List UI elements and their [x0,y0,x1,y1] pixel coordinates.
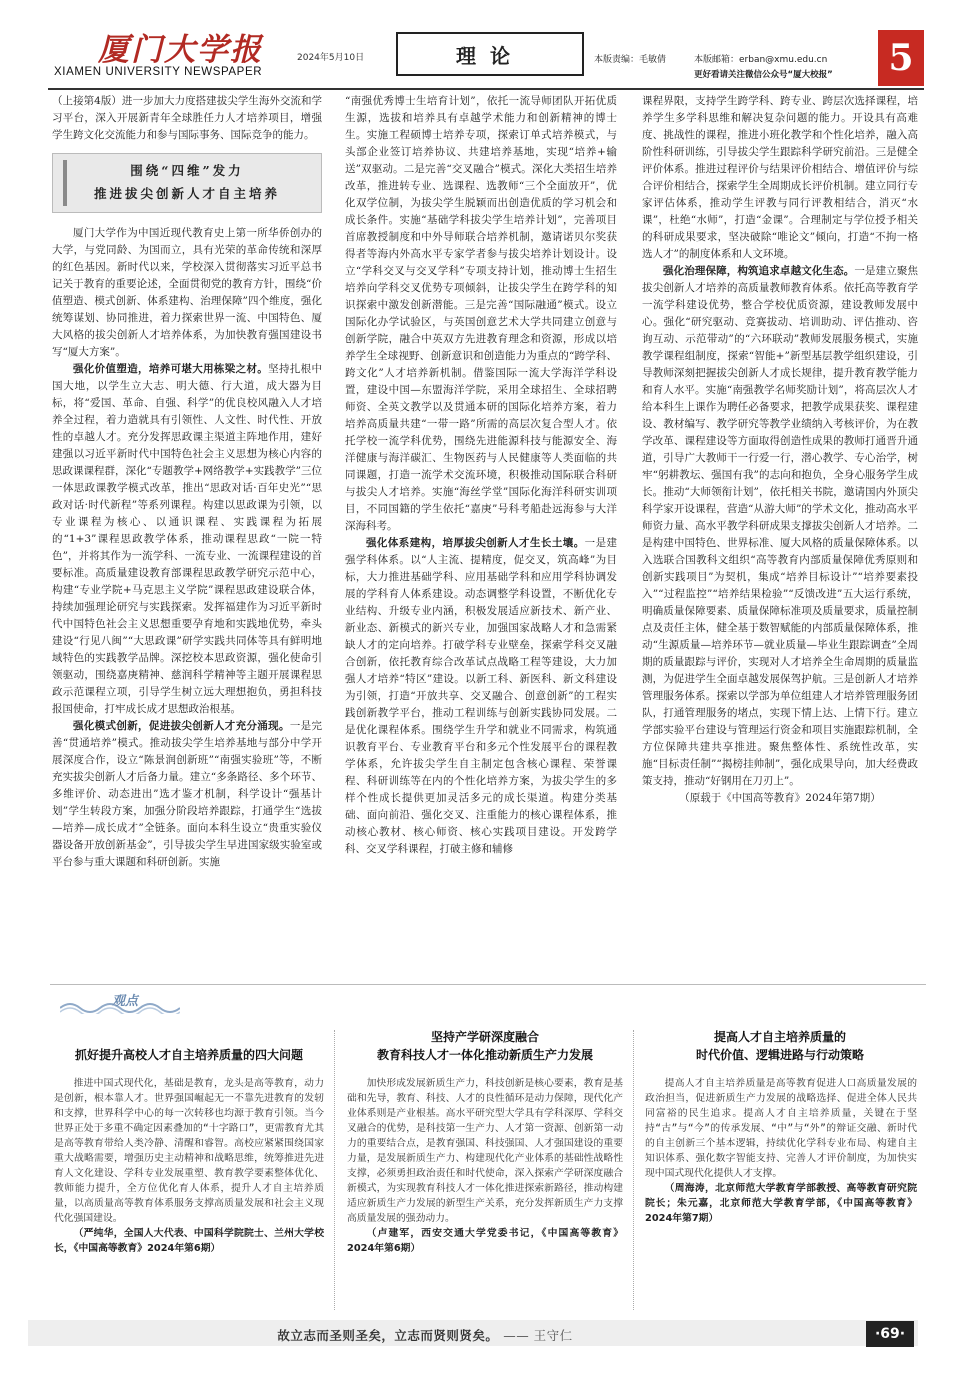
article-paragraph: 厦门大学作为中国近现代教育史上第一所华侨创办的大学，与党同龄、为国而立，具有光荣的革命传统和深厚的红色基因。新时代以来，学校深入贯彻落实习近平总书记关于教育的重要论述，全面贯彻党的教育方针，围绕“价值塑造、模式创新、体系建构、治理保障”四个维度，强化统筹谋划、协同推进，着力探索世界一流、中国特色、厦大风格的拔尖创新人才培养体系，为加快教育强国建设书写“厦大方案”。 [52,227,322,358]
quote-author: —— 王守仁 [503,1328,573,1343]
page-number: ·69· [866,1321,914,1347]
article-paragraph [345,535,617,858]
viewpoint-body: 加快形成发展新质生产力，科技创新是核心要素，教育是基础和先导，教育、科技、人才的良性循环是动力保障，现代化产业体系则是产业根基。高水平研究型大学具有学科深厚、学科交叉融合的优势，是科技第一生产力、人才第一资源、创新第一动力的重要结合点，是教育强国、科技强国、人才强国建设的重要力量，是发展新质生产力、构建现代化产业体系的基础性战略性支撑，必须勇担政治责任和时代使命，深入探索产学研深度融合新模式，为实现教育科技人才一体化推进探索新路径，推动构建适应新质生产力发展的新型生产关系，充分发挥新质生产力支撑高质量发展的强劲动力。 [347,1078,623,1224]
paragraph-lead: 强化价值塑造，培养可堪大用栋梁之材。 [73,363,269,375]
viewpoint-body: 推进中国式现代化，基础是教育，龙头是高等教育，动力是创新，根本靠人才。世界强国崛起无一不靠先进教育的发轫和支撑，世界科学中心的每一次转移也均源于教育引领。当今世界正处于多重不确定因素叠加的“十字路口”，更需教育尤其是高等教育带给人类冷静、清醒和睿智。高校应紧紧围绕国家重大战略需要，增强历史主动精神和战略思维，统筹推进先进育人文化建设、学科专业发展重塑、教育教学要素整体优化、教师能力提升，全方位优化育人体系，提升人才自主培养质量，以高质量高等教育体系服务支撑高质量发展和社会主义现代化强国建设。 [54,1078,324,1224]
footer-quote [160,1326,690,1344]
column-separator [633,1030,634,1310]
article-paragraph [642,263,918,790]
viewpoint-citation: （严纯华，全国人大代表、中国科学院院士、兰州大学校长，《中国高等教育》2024年第6期） [54,1228,324,1254]
page-email: 本版邮箱：erban@xmu.edu.cn [694,55,828,65]
title-line: 坚持产学研深度融合 [430,1030,539,1044]
paragraph-body: 坚持扎根中国大地，以学生立大志、明大德、行大道，成大器为目标，将“爱国、革命、自强、科学”的优良校风融入人才培养全过程，着力造就具有引领性、人文性、时代性、开放性的卓越人才。充分发挥思政课主渠道主阵地作用，建好建强以习近平新时代中国特色社会主义思想为核心内容的思政课课程群，深化“专题教学+网络教学+实践教学”三位一体思政课教学模式改革，推出“思政对话·百年史光”“思政对话·时代新程”等系列课程。构建以思政课为引领，以专业课程为核心、以通识课程、实践课程为拓展的“1+3”课程思政教学体系，推动课程思政“一院一特色”，并将其作为一流学科、一流专业、一流课程建设的首要标准。高质量建设教育部课程思政教学研究示范中心，构建“专业学院+马克思主义学院”课程思政建设联合体，持续加强理论研究与实践探索。发挥福建作为习近平新时代中国特色社会主义思想重要孕育地和实践地优势，牵头建设“行见八闽”“大思政课”研学实践共同体等具有鲜明地域特色的实践教学品牌。深挖校本思政资源，强化使命引领驱动，围绕嘉庚精神、慈润科学精神等主题开展课程思政示范课程立项，引导学生树立远大理想抱负，勇担科技报国使命，打牢成长成才思想政治根基。 [52,363,323,715]
paragraph-lead: 强化治理保障，构筑追求卓越文化生态。 [663,265,855,277]
viewpoint-label: 观点 [112,994,139,1009]
viewpoint-citation: （卢建军，西安交通大学党委书记，《中国高等教育》2024年第6期） [347,1228,623,1254]
viewpoint-body: 提高人才自主培养质量是高等教育促进人口高质量发展的政治担当，促进新质生产力发展的战略选择、促进全体人民共同富裕的民生追求。提高人才自主培养质量，关键在于坚持“古”与“今”的传承发展、“中”与“外”的辩证交融、新时代的自主创新三个基本逻辑，持续优化学科专业布局、构建自主知识体系、强化数字智能支持、完善人才评价制度，为加快实现中国式现代化提供人才支撑。 [645,1078,917,1179]
quote-text: 故立志而圣则圣矣，立志而贤则贤矣。 [277,1328,499,1343]
title-line: 教育科技人才一体化推动新质生产力发展 [376,1048,593,1062]
column-separator [334,1030,335,1310]
paragraph-lead: 强化体系建构，培厚拔尖创新人才生长土壤。 [366,537,585,549]
viewpoint-logo [60,990,180,1018]
wechat-promo: 更好看请关注微信公众号“厦大校报” [694,70,833,80]
viewpoint-column-2 [347,1076,623,1256]
title-line: 抓好提升高校人才自主培养质量的四大问题 [74,1048,303,1062]
viewpoint-title-2 [342,1028,628,1064]
paragraph-body: 一是完善“贯通培养”模式。推动拔尖学生培养基地与部分中学开展深度合作，设立“陈景润创新班”“南强实验班”等，不断充实拔尖创新人才后备力量。建立“多条路径、多个环节、多维评价、动态进出”选才鉴才机制，科学设计“强基计划”学生转段方案，加强分阶段培养跟踪，打通学生“选拔—培养—成长成才”全链条。面向本科生设立“贵重实验仪器设备开放创新基金”，引导拔尖学生早进国家级实验室或平台参与重大课题和科研创新。实施 [52,720,323,868]
continued-paragraph: （上接第4版）进一步加大力度搭建拔尖学生海外交流和学习平台，深入开展新青年全球胜任力人才培养项目，增强学生跨文化交流能力和参与国际事务、国际竞争的能力。 [52,95,322,141]
article-paragraph [52,361,322,718]
title-line: 时代价值、逻辑进路与行动策略 [695,1048,864,1062]
article-column-1 [52,93,322,871]
paragraph-lead: 强化模式创新，促进拔尖创新人才充分涌现。 [73,720,290,732]
newspaper-name-english: XIAMEN UNIVERSITY NEWSPAPER [54,66,263,78]
section-label-box [396,32,584,76]
masthead [48,22,924,86]
page-editor: 本版责编：毛敏倩 [594,55,667,65]
section-divider [50,984,926,985]
viewpoint-citation: （周海涛，北京师范大学教育学部教授、高等教育研究院院长；朱元嘉，北京师范大学教育学部，《中国高等教育》2024年第7期） [645,1183,917,1224]
article-paragraph [52,718,322,871]
article-column-3 [642,93,918,807]
section-title: 理论 [456,44,524,68]
article-column-2 [345,93,617,858]
paragraph-body: 一是建强学科体系。以“人主流、提精度，促交叉，筑高峰”为目标，大力推进基础学科、应用基础学科和应用学科协调发展的学科育人体系建设。动态调整学科设置，不断优化专业结构、升级专业内涵，积极发展适应新技术、新产业、新业态、新模式的新兴专业，加强国家战略人才和急需紧缺人才的定向培养。打破学科专业壁垒，探索学科交叉融合创新，依托教育综合改革试点战略工程等建设，大力加强人才培养“特区”建设。以新工科、新医科、新文科建设为引领，打造“开放共享、交叉融合、创意创新”的工程实践创新教学平台，推动工程训练与创新实践协同发展。二是优化课程体系。围绕学生升学和就业不同需求，构筑通识教育平台、专业教育平台和多元个性发展平台的课程教学体系，允许拔尖学生自主制定包含核心课程、荣誉课程、科研训练等在内的个性化培养方案，为拔尖学生的多样个性成长提供更加灵活多元的成长渠道。构建分类基础、面向前沿、强化交叉、注重能力的核心课程体系，推动核心教材、核心师资、核心实践项目建设。开发跨学科、交叉学科课程，打破主修和辅修 [345,537,618,855]
headline-line-2: 推进拔尖创新人才自主培养 [93,186,280,201]
article-source: （原载于《中国高等教育》2024年第7期） [679,792,881,804]
viewpoint-column-1 [54,1076,324,1256]
viewpoint-title-3 [640,1028,920,1064]
viewpoint-title-1 [48,1046,330,1064]
article-paragraph: 课程界限，支持学生跨学科、跨专业、跨层次选择课程，培养学生多学科思维和解决复杂问题的能力。开设具有高难度、挑战性的课程，推进小班化教学和个性化培养，融入高阶性科研训练，引导拔尖学生跟踪科学研究前沿。三是健全评价体系。推进过程评价与结果评价相结合、增值评价与综合评价相结合，探索学生全周期成长评价机制。建立同行专家评估体系，推动学生评教与同行评教相结合，消灭“水课”，杜绝“水师”，打造“金课”。合理制定与学位授予相关的科研成果要求，坚决破除“唯论文”倾向，打造“不拘一格选人才”的制度体系和人文环境。 [642,95,918,260]
article-headline [52,153,322,213]
title-line: 提高人才自主培养质量的 [713,1030,846,1044]
headline-line-1: 围绕“四维”发力 [130,163,244,178]
masthead-rule [48,88,924,90]
paragraph-body: 一是建立聚焦拔尖创新人才培养的高质量教师教育体系。依托高等教育学一流学科建设优势，整合学校优质资源，建设教师发展中心。强化“研究驱动、竞赛拔动、培训助动、评估推动、咨询互动、示范带动”的“六环联动”教师发展服务模式，实施教学课程组制度，探索“智能+”新型基层教学组织建设，引导教师深刻把握拔尖创新人才成长规律，提升教育教学能力和育人水平。实施“南强教学名师奖励计划”，将高层次人才给本科生上课作为聘任必备要求，把教学成果获奖、课程建设、教材编写、教学研究等教学业绩纳入考核评价，为在教学改革、课程建设等方面取得创造性成果的教师打通晋升通道，引导广大教师干一行爱一行，潜心教学、专心治学，树牢“躬耕教坛、强国有我”的志向和抱负，全身心服务学生成长。推动“大师领衔计划”，依托相关书院，邀请国内外顶尖科学家开设课程，营造“从游大师”的学术文化，推动高水平师资力量、高水平教学科研成果支撑拔尖创新人才培养。二是构建中国特色、世界标准、厦大风格的质量保障体系。以入选联合国教科文组织“高等教育内部质量保障优秀原则和创新实践项目”为契机，集成“培养目标设计”“培养要素投入”“过程监控”“培养结果检验”“反馈改进”五大运行系统，明确质量保障要素、质量保障标准项及质量要求，质量控制点及责任主体，健全基于数智赋能的内部质量保障体系，推动“生源质量—培养环节—就业质量—毕业生跟踪调查”全周期的质量跟踪与评价，实现对人才培养全生命周期的质量监测，为促进学生全面卓越发展保驾护航。三是创新人才培养管理服务体系。探索以学部为单位组建人才培养管理服务团队，打通管理服务的堵点，实现下情上达、上情下行。建立学部实验平台建设与管理运行资金和项目实施跟踪机制，全方位保障共建共享推进。聚焦整体性、系统性改革，实施“目标责任制”“揭榜挂帅制”，强化成果导向，加大经费政策支持，推动“好钢用在刀刃上”。 [642,265,919,787]
issue-date: 2024年5月10日 [297,53,365,63]
page-badge: 5 [878,30,924,86]
article-paragraph: “南强优秀博士生培育计划”，依托一流导师团队开拓优质生源，选拔和培养具有卓越学术能力和创新精神的博士生。实施工程硕博士培养专项，探索订单式培养模式，与头部企业签订培养协议、共建培养基地，实现“培养+输送”双驱动。二是完善“交叉融合”模式。深化大类招生培养改革，推进转专业、选课程、选教师“三个全面放开”，优化双学位制，为拔尖学生脱颖而出创造优质的学习机会和成长条件。实施“基础学科拔尖学生培养计划”，完善项目首席教授制度和中外导师联合培养机制，邀请诺贝尔奖获得者等海内外高水平专家学者参与拔尖培养计划设计。设立“学科交叉与交叉学科”专项支持计划，推动博士生招生培养向学科交叉优势专项倾斜，让拔尖学生在跨学科的知识探索中激发创新潜能。三是完善“国际融通”模式。设立国际化办学试验区，与英国创意艺术大学共同建立创意与创新学院，融合中英双方先进教育理念和资源，形成以培养学生全球视野、创新意识和创造能力为重点的“跨学科、跨文化”人才培养新机制。借鉴国际一流大学海洋学科设置，建设中国—东盟海洋学院，采用全球招生、全球招聘师资、全英文教学以及贯通本研的国际化培养方案，着力培养高质量共建“一带一路”所需的高层次复合型人才。依托学校一流学科优势，围绕先进能源科技与能源安全、海洋健康与海洋碳汇、生物医药与人民健康等人类面临的共同课题，打造一流学术交流环境，积极推动国际联合科研与拔尖人才培养。实施“海丝学堂”国际化海洋科研实训项目，不同国籍的学生依托“嘉庚”号科考船赴远海参与大洋深海科考。 [345,95,617,532]
viewpoint-column-3 [645,1076,917,1226]
newspaper-logo: 厦门大学报 [98,32,263,68]
